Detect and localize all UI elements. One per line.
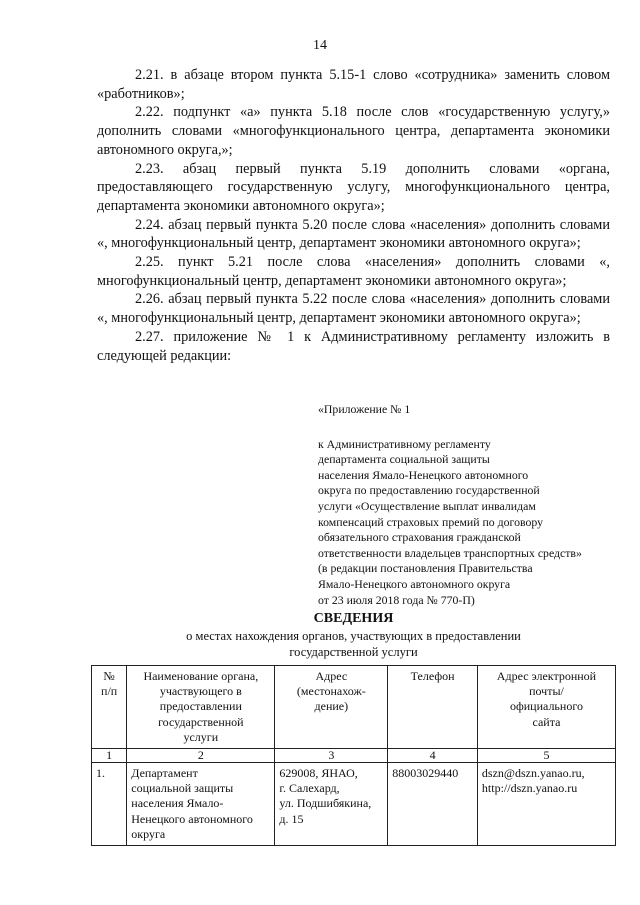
appendix-title: «Приложение № 1 (318, 402, 411, 416)
amendment-item: 2.24. абзац первый пункта 5.20 после слова «населения» дополнить словами «, многофункциональный центр, департамент экономики автономного округа»; (97, 216, 610, 252)
appendix-line: департамента социальной защиты (318, 452, 490, 467)
amendment-item: 2.21. в абзаце втором пункта 5.15-1 слово «сотрудника» заменить словом «работников»; (97, 67, 610, 102)
heading-subtitle: государственной услуги (289, 645, 418, 659)
appendix-stamp (318, 402, 618, 608)
cell-number: 1. (92, 763, 127, 846)
amendment-item: 2.26. абзац первый пункта 5.22 после слова «населения» дополнить словами «, многофункциональный центр, департамент экономики автономного округа»; (97, 291, 610, 327)
header-number: № п/п (92, 666, 127, 749)
organizations-table (91, 665, 616, 846)
amendment-list (97, 66, 610, 365)
header-address: Адрес (местонахож- дение) (275, 666, 388, 749)
page-number: 14 (313, 38, 327, 53)
appendix-line: от 23 июля 2018 года № 770-П) (318, 592, 475, 607)
amendment-item: 2.25. пункт 5.21 после слова «населения» дополнить словами «, многофункциональный центр, департамент экономики автономного округа»; (97, 254, 610, 289)
header-organ-name: Наименование органа, участвующего в предоставлении государственной услуги (127, 666, 275, 749)
column-number: 1 (92, 749, 127, 763)
appendix-line: округа по предоставлению государственной (318, 483, 540, 498)
heading-title: СВЕДЕНИЯ (313, 611, 394, 626)
column-number: 2 (127, 749, 275, 763)
heading-subtitle: о местах нахождения органов, участвующих в предоставлении (186, 629, 521, 643)
cell-email-site: dszn@dszn.yanao.ru, http://dszn.yanao.ru (477, 763, 615, 846)
appendix-line: услуги «Осуществление выплат инвалидам (318, 498, 536, 513)
cell-address: 629008, ЯНАО, г. Салехард, ул. Подшибякина, д. 15 (275, 763, 388, 846)
appendix-line: (в редакции постановления Правительства (318, 561, 533, 576)
column-number: 3 (275, 749, 388, 763)
cell-organ-name: Департамент социальной защиты населения Ямало- Ненецкого автономного округа (127, 763, 275, 846)
amendment-item: 2.22. подпункт «а» пункта 5.18 после слов «государственную услугу,» дополнить словами «многофункционального центра, департамента экономики автономного округа,»; (97, 104, 610, 158)
table-row (92, 763, 616, 846)
section-heading (97, 610, 610, 660)
table-header-row (92, 666, 616, 749)
appendix-line: населения Ямало-Ненецкого автономного (318, 467, 529, 482)
cell-phone: 88003029440 (388, 763, 478, 846)
header-phone: Телефон (388, 666, 478, 749)
amendment-item: 2.27. приложение № 1 к Административному регламенту изложить в следующей редакции: (97, 328, 610, 364)
appendix-line: к Административному регламенту (318, 436, 491, 451)
amendment-item: 2.23. абзац первый пункта 5.19 дополнить словами «органа, предоставляющего государственную услугу, многофункционального центра, департамента экономики автономного округа»; (97, 160, 610, 214)
column-number: 4 (388, 749, 478, 763)
appendix-line: Ямало-Ненецкого автономного округа (318, 576, 511, 591)
appendix-line: ответственности владельцев транспортных средств» (318, 545, 582, 560)
header-email-site: Адрес электронной почты/ официального сайта (477, 666, 615, 749)
column-number: 5 (477, 749, 615, 763)
appendix-line: компенсаций страховых премий по договору (318, 514, 544, 529)
appendix-line: обязательного страхования гражданской (318, 530, 521, 545)
column-number-row (92, 749, 616, 763)
